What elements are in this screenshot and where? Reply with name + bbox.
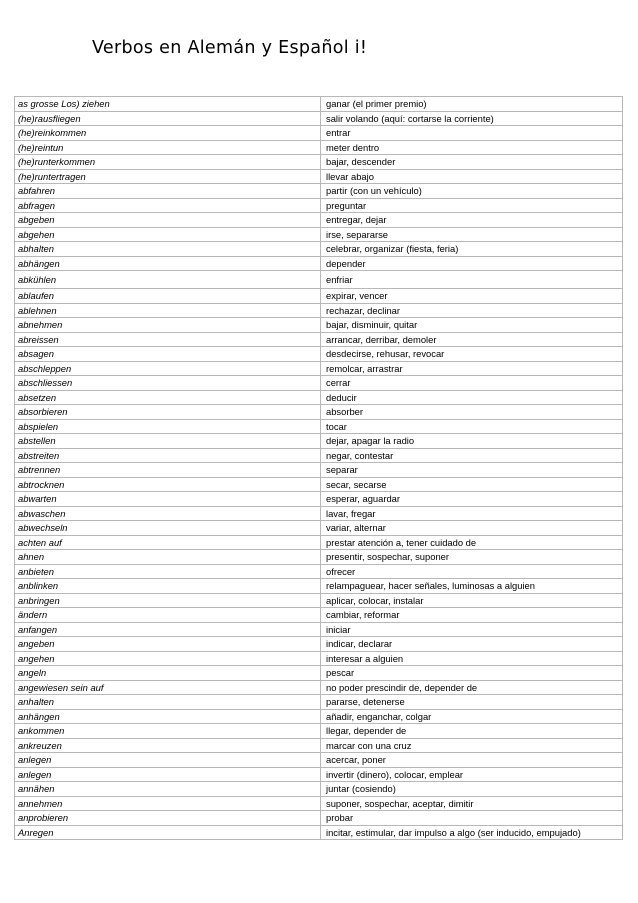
spanish-translation-cell: ganar (el primer premio) <box>321 97 623 112</box>
table-row <box>15 506 623 521</box>
table-row <box>15 227 623 242</box>
german-verb-cell: (he)reintun <box>15 140 321 155</box>
table-row <box>15 332 623 347</box>
table-row <box>15 550 623 565</box>
german-verb-cell: ablaufen <box>15 289 321 304</box>
spanish-translation-cell: esperar, aguardar <box>321 492 623 507</box>
table-row <box>15 767 623 782</box>
spanish-translation-cell: absorber <box>321 405 623 420</box>
spanish-translation-cell: arrancar, derribar, demoler <box>321 332 623 347</box>
table-row <box>15 434 623 449</box>
german-verb-cell: anprobieren <box>15 811 321 826</box>
german-verb-cell: ankreuzen <box>15 738 321 753</box>
german-verb-cell: Anregen <box>15 825 321 840</box>
table-row <box>15 419 623 434</box>
spanish-translation-cell: preguntar <box>321 198 623 213</box>
spanish-translation-cell: acercar, poner <box>321 753 623 768</box>
table-row <box>15 753 623 768</box>
german-verb-cell: abgehen <box>15 227 321 242</box>
german-verb-cell: (he)runtertragen <box>15 169 321 184</box>
german-verb-cell: (he)runterkommen <box>15 155 321 170</box>
table-row <box>15 376 623 391</box>
german-verb-cell: abwarten <box>15 492 321 507</box>
table-row <box>15 111 623 126</box>
table-row <box>15 97 623 112</box>
spanish-translation-cell: llevar abajo <box>321 169 623 184</box>
spanish-translation-cell: secar, secarse <box>321 477 623 492</box>
german-verb-cell: anhängen <box>15 709 321 724</box>
spanish-translation-cell: entrar <box>321 126 623 141</box>
table-row <box>15 782 623 797</box>
spanish-translation-cell: probar <box>321 811 623 826</box>
table-row <box>15 579 623 594</box>
page-title: Verbos en Alemán y Español i! <box>92 38 368 58</box>
spanish-translation-cell: partir (con un vehículo) <box>321 184 623 199</box>
table-row <box>15 198 623 213</box>
german-verb-cell: angehen <box>15 651 321 666</box>
spanish-translation-cell: bajar, disminuir, quitar <box>321 318 623 333</box>
german-verb-cell: angeben <box>15 637 321 652</box>
spanish-translation-cell: salir volando (aquí: cortarse la corriente) <box>321 111 623 126</box>
spanish-translation-cell: dejar, apagar la radio <box>321 434 623 449</box>
german-verb-cell: anlegen <box>15 767 321 782</box>
german-verb-cell: abtrennen <box>15 463 321 478</box>
spanish-translation-cell: no poder prescindir de, depender de <box>321 680 623 695</box>
table-row <box>15 666 623 681</box>
german-verb-cell: annähen <box>15 782 321 797</box>
spanish-translation-cell: indicar, declarar <box>321 637 623 652</box>
german-verb-cell: (he)reinkommen <box>15 126 321 141</box>
german-verb-cell: abhalten <box>15 242 321 257</box>
spanish-translation-cell: ofrecer <box>321 564 623 579</box>
german-verb-cell: abtrocknen <box>15 477 321 492</box>
spanish-translation-cell: añadir, enganchar, colgar <box>321 709 623 724</box>
german-verb-cell: anblinken <box>15 579 321 594</box>
table-row <box>15 155 623 170</box>
spanish-translation-cell: relampaguear, hacer señales, luminosas a alguien <box>321 579 623 594</box>
german-verb-cell: abreissen <box>15 332 321 347</box>
german-verb-cell: abnehmen <box>15 318 321 333</box>
spanish-translation-cell: celebrar, organizar (fiesta, feria) <box>321 242 623 257</box>
verb-table <box>14 96 623 840</box>
german-verb-cell: absetzen <box>15 390 321 405</box>
german-verb-cell: ablehnen <box>15 303 321 318</box>
german-verb-cell: abkühlen <box>15 271 321 289</box>
german-verb-cell: ahnen <box>15 550 321 565</box>
spanish-translation-cell: cerrar <box>321 376 623 391</box>
table-row <box>15 448 623 463</box>
spanish-translation-cell: aplicar, colocar, instalar <box>321 593 623 608</box>
german-verb-cell: anlegen <box>15 753 321 768</box>
spanish-translation-cell: pescar <box>321 666 623 681</box>
german-verb-cell: abspielen <box>15 419 321 434</box>
german-verb-cell: abstreiten <box>15 448 321 463</box>
table-row <box>15 289 623 304</box>
german-verb-cell: abstellen <box>15 434 321 449</box>
german-verb-cell: abschliessen <box>15 376 321 391</box>
german-verb-cell: annehmen <box>15 796 321 811</box>
spanish-translation-cell: variar, alternar <box>321 521 623 536</box>
table-row <box>15 637 623 652</box>
table-row <box>15 695 623 710</box>
verb-table-body <box>15 97 623 840</box>
table-row <box>15 213 623 228</box>
spanish-translation-cell: remolcar, arrastrar <box>321 361 623 376</box>
table-row <box>15 140 623 155</box>
table-row <box>15 564 623 579</box>
spanish-translation-cell: bajar, descender <box>321 155 623 170</box>
spanish-translation-cell: pararse, detenerse <box>321 695 623 710</box>
table-row <box>15 477 623 492</box>
german-verb-cell: achten auf <box>15 535 321 550</box>
german-verb-cell: abhängen <box>15 256 321 271</box>
spanish-translation-cell: deducir <box>321 390 623 405</box>
german-verb-cell: absagen <box>15 347 321 362</box>
table-row <box>15 796 623 811</box>
spanish-translation-cell: invertir (dinero), colocar, emplear <box>321 767 623 782</box>
spanish-translation-cell: juntar (cosiendo) <box>321 782 623 797</box>
table-row <box>15 724 623 739</box>
german-verb-cell: abfahren <box>15 184 321 199</box>
spanish-translation-cell: separar <box>321 463 623 478</box>
table-row <box>15 463 623 478</box>
german-verb-cell: abschleppen <box>15 361 321 376</box>
german-verb-cell: absorbieren <box>15 405 321 420</box>
german-verb-cell: angewiesen sein auf <box>15 680 321 695</box>
spanish-translation-cell: lavar, fregar <box>321 506 623 521</box>
table-row <box>15 709 623 724</box>
spanish-translation-cell: expirar, vencer <box>321 289 623 304</box>
table-row <box>15 593 623 608</box>
table-row <box>15 256 623 271</box>
table-row <box>15 242 623 257</box>
german-verb-cell: abfragen <box>15 198 321 213</box>
table-row <box>15 738 623 753</box>
spanish-translation-cell: prestar atención a, tener cuidado de <box>321 535 623 550</box>
table-row <box>15 405 623 420</box>
german-verb-cell: (he)rausfliegen <box>15 111 321 126</box>
spanish-translation-cell: irse, separarse <box>321 227 623 242</box>
spanish-translation-cell: incitar, estimular, dar impulso a algo (ser inducido, empujado) <box>321 825 623 840</box>
table-row <box>15 361 623 376</box>
table-row <box>15 535 623 550</box>
table-row <box>15 303 623 318</box>
german-verb-cell: anbieten <box>15 564 321 579</box>
table-row <box>15 271 623 289</box>
german-verb-cell: anbringen <box>15 593 321 608</box>
spanish-translation-cell: desdecirse, rehusar, revocar <box>321 347 623 362</box>
spanish-translation-cell: enfriar <box>321 271 623 289</box>
table-row <box>15 651 623 666</box>
german-verb-cell: anhalten <box>15 695 321 710</box>
german-verb-cell: angeln <box>15 666 321 681</box>
spanish-translation-cell: iniciar <box>321 622 623 637</box>
spanish-translation-cell: entregar, dejar <box>321 213 623 228</box>
table-row <box>15 184 623 199</box>
spanish-translation-cell: suponer, sospechar, aceptar, dimitir <box>321 796 623 811</box>
table-row <box>15 811 623 826</box>
german-verb-cell: ändern <box>15 608 321 623</box>
spanish-translation-cell: depender <box>321 256 623 271</box>
table-row <box>15 492 623 507</box>
table-row <box>15 608 623 623</box>
table-row <box>15 390 623 405</box>
german-verb-cell: abwechseln <box>15 521 321 536</box>
spanish-translation-cell: negar, contestar <box>321 448 623 463</box>
table-row <box>15 126 623 141</box>
table-row <box>15 318 623 333</box>
table-row <box>15 825 623 840</box>
spanish-translation-cell: rechazar, declinar <box>321 303 623 318</box>
spanish-translation-cell: tocar <box>321 419 623 434</box>
table-row <box>15 347 623 362</box>
german-verb-cell: ankommen <box>15 724 321 739</box>
spanish-translation-cell: interesar a alguien <box>321 651 623 666</box>
table-row <box>15 622 623 637</box>
spanish-translation-cell: presentir, sospechar, suponer <box>321 550 623 565</box>
german-verb-cell: abwaschen <box>15 506 321 521</box>
spanish-translation-cell: marcar con una cruz <box>321 738 623 753</box>
german-verb-cell: abgeben <box>15 213 321 228</box>
spanish-translation-cell: meter dentro <box>321 140 623 155</box>
table-row <box>15 169 623 184</box>
table-row <box>15 521 623 536</box>
german-verb-cell: anfangen <box>15 622 321 637</box>
spanish-translation-cell: cambiar, reformar <box>321 608 623 623</box>
spanish-translation-cell: llegar, depender de <box>321 724 623 739</box>
table-row <box>15 680 623 695</box>
german-verb-cell: as grosse Los) ziehen <box>15 97 321 112</box>
